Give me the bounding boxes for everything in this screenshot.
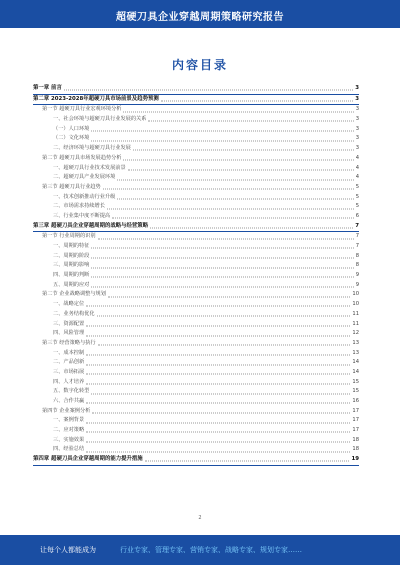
toc-entry[interactable] xyxy=(33,426,359,436)
toc-leader-dots xyxy=(112,218,354,219)
toc-entry[interactable] xyxy=(33,445,359,455)
toc-leader-dots xyxy=(86,364,350,365)
toc-entry-page: 4 xyxy=(355,154,359,161)
toc-entry-title: 三、实施效果 xyxy=(53,436,85,443)
toc-entry-title: 第一章 前言 xyxy=(33,85,62,91)
toc-leader-dots xyxy=(117,198,353,199)
toc-entry[interactable] xyxy=(33,202,359,212)
toc-entry-page: 17 xyxy=(352,427,359,434)
toc-entry-title: 一、战略定位 xyxy=(53,301,85,308)
toc-entry[interactable] xyxy=(33,95,359,106)
toc-leader-dots xyxy=(64,90,353,91)
toc-entry-title: 第一节 行业周期的识别 xyxy=(42,233,96,240)
toc-leader-dots xyxy=(133,150,354,151)
toc-entry-page: 14 xyxy=(352,368,359,375)
toc-entry-title: 四、风险管理 xyxy=(53,330,85,337)
toc-entry-title: 第三章 超硬刀具企业穿越周期的战略与经营策略 xyxy=(33,222,149,229)
toc-entry-page: 12 xyxy=(352,330,359,337)
toc-entry[interactable] xyxy=(33,212,359,222)
toc-leader-dots xyxy=(150,227,353,228)
toc-entry-title: 第一节 超硬刀具行业宏观环境分析 xyxy=(42,106,122,113)
toc-entry[interactable] xyxy=(33,271,359,281)
toc-entry-title: 五、数字化转型 xyxy=(53,388,90,395)
toc-entry[interactable] xyxy=(33,397,359,407)
toc-leader-dots xyxy=(86,335,350,336)
toc-entry[interactable] xyxy=(33,407,359,417)
toc-entry[interactable] xyxy=(33,349,359,359)
toc-entry-page: 18 xyxy=(352,436,359,443)
toc-entry-title: 一、周期的特征 xyxy=(53,243,90,249)
toc-entry-page: 15 xyxy=(352,378,359,385)
toc-leader-dots xyxy=(107,208,354,209)
toc-leader-dots xyxy=(86,383,350,384)
toc-entry[interactable] xyxy=(33,436,359,446)
toc-entry-title: 二、产品创新 xyxy=(53,359,85,366)
toc-entry-title: 五、周期的应对 xyxy=(53,281,90,288)
toc-leader-dots xyxy=(98,345,351,346)
toc-entry-title: （一）人口环境 xyxy=(53,125,90,132)
toc-entry-title: 四、周期的判断 xyxy=(53,272,90,279)
toc-entry[interactable] xyxy=(33,164,359,174)
toc-heading: 内容目录 xyxy=(171,58,228,72)
toc-entry[interactable] xyxy=(33,222,359,233)
toc-entry-title: 二、经济环境与超硬刀具行业发展 xyxy=(53,145,131,152)
toc-entry-title: 二、业务结构优化 xyxy=(53,310,95,317)
toc-entry[interactable] xyxy=(33,290,359,300)
toc-leader-dots xyxy=(86,451,350,452)
toc-entry[interactable] xyxy=(33,252,359,262)
toc-entry[interactable] xyxy=(33,173,359,183)
toc-entry-title: 一、技术创新推动行业升级 xyxy=(53,193,116,200)
toc-leader-dots xyxy=(92,413,350,414)
toc-entry[interactable] xyxy=(33,368,359,378)
toc-entry[interactable] xyxy=(33,329,359,339)
toc-entry-page: 3 xyxy=(355,85,359,91)
toc-entry-page: 10 xyxy=(352,291,359,298)
footer-roles: 行业专家、管理专家、营销专家、战略专家、规划专家…… xyxy=(120,546,302,554)
toc-entry-title: 一、社会环境与超硬刀具行业发展的关系 xyxy=(53,116,147,123)
footer-slogan: 让每个人都能成为 xyxy=(40,546,96,554)
toc-entry-title: 第四节 企业案例分析 xyxy=(42,407,91,414)
toc-entry-title: 六、合作共赢 xyxy=(53,398,85,404)
toc-entry-title: 一、超硬刀具行业技术发展前景 xyxy=(53,164,126,171)
toc-entry[interactable] xyxy=(33,455,359,466)
toc-entry-title: 四、人才培养 xyxy=(53,378,85,385)
toc-entry-title: 二、超硬刀具产业发展环境 xyxy=(53,174,116,181)
toc-entry[interactable] xyxy=(33,387,359,397)
toc-leader-dots xyxy=(145,461,350,462)
toc-entry-title: 三、周期的影响 xyxy=(53,262,90,269)
toc-entry-title: 三、行业集中度不断提高 xyxy=(53,212,111,219)
toc-leader-dots xyxy=(91,267,353,268)
toc-entry-page: 3 xyxy=(355,125,359,132)
toc-entry[interactable] xyxy=(33,193,359,203)
toc-entry[interactable] xyxy=(33,134,359,144)
toc-leader-dots xyxy=(91,258,353,259)
toc-leader-dots xyxy=(86,354,350,355)
toc-entry-title: 三、资源配置 xyxy=(53,320,85,327)
toc-entry-page: 3 xyxy=(355,145,359,152)
toc-leader-dots xyxy=(86,403,350,404)
toc-leader-dots xyxy=(91,131,353,132)
toc-entry-page: 8 xyxy=(355,262,359,269)
toc-entry-page: 7 xyxy=(355,233,359,240)
toc-entry-title: 一、案例背景 xyxy=(53,417,85,424)
toc-entry-title: 第二章 2023-2028年超硬刀具市场前景及趋势预测 xyxy=(33,95,159,102)
toc-leader-dots xyxy=(128,169,354,170)
toc-leader-dots xyxy=(86,432,350,433)
toc-entry-page: 4 xyxy=(355,174,359,181)
toc-entry-title: 二、市场需求持续增长 xyxy=(53,203,105,210)
toc-entry-page: 5 xyxy=(355,193,359,200)
toc-entry[interactable] xyxy=(33,105,359,115)
toc-leader-dots xyxy=(86,325,350,326)
toc-leader-dots xyxy=(161,101,353,102)
toc-entry-title: 第二节 超硬刀具市场发展趋势分析 xyxy=(42,154,122,161)
toc-entry-page: 10 xyxy=(352,301,359,308)
toc-entry[interactable] xyxy=(33,154,359,164)
toc-entry-title: 二、周期的阶段 xyxy=(53,252,90,259)
toc-leader-dots xyxy=(86,374,350,375)
toc-entry-page: 3 xyxy=(355,95,359,102)
toc-entry-page: 13 xyxy=(352,349,359,356)
toc-entry-page: 7 xyxy=(355,243,359,249)
toc-entry-page: 19 xyxy=(351,456,359,463)
toc-leader-dots xyxy=(86,306,350,307)
footer-bar xyxy=(0,535,400,565)
toc-entry-page: 8 xyxy=(355,252,359,259)
toc-leader-dots xyxy=(108,296,350,297)
toc-entry[interactable] xyxy=(33,300,359,310)
toc-entry-page: 9 xyxy=(355,272,359,279)
report-header-bar xyxy=(0,0,400,28)
toc-leader-dots xyxy=(103,189,354,190)
report-title: 超硬刀具企业穿越周期策略研究报告 xyxy=(116,12,284,23)
toc-entry-page: 4 xyxy=(355,164,359,171)
toc-entry-page: 3 xyxy=(355,106,359,113)
toc-leader-dots xyxy=(123,160,353,161)
toc-entry[interactable] xyxy=(33,261,359,271)
toc-entry-page: 14 xyxy=(352,359,359,366)
toc-leader-dots xyxy=(148,121,353,122)
toc-entry[interactable] xyxy=(33,183,359,193)
toc-leader-dots xyxy=(91,248,353,249)
toc-entry[interactable] xyxy=(33,339,359,349)
toc-entry-title: 第二节 企业战略调整与规划 xyxy=(42,291,106,298)
toc-entry-page: 7 xyxy=(355,222,359,229)
toc-leader-dots xyxy=(91,140,353,141)
toc-entry-page: 15 xyxy=(352,388,359,395)
toc-entry[interactable] xyxy=(33,144,359,154)
toc-entry-page: 9 xyxy=(355,281,359,288)
toc-entry[interactable] xyxy=(33,416,359,426)
toc-entry[interactable] xyxy=(33,310,359,320)
toc-entry-page: 17 xyxy=(352,417,359,424)
toc-entry-page: 18 xyxy=(352,446,359,453)
toc-leader-dots xyxy=(86,422,350,423)
toc-entry[interactable] xyxy=(33,125,359,135)
toc-entry-title: 四、经验总结 xyxy=(53,446,85,453)
toc-entry-page: 3 xyxy=(355,116,359,123)
toc-entry-page: 6 xyxy=(355,212,359,219)
page-number: 2 xyxy=(198,515,202,521)
toc-entry[interactable] xyxy=(33,358,359,368)
toc-entry[interactable] xyxy=(33,378,359,388)
toc-leader-dots xyxy=(98,238,354,239)
toc-entry-page: 5 xyxy=(355,203,359,210)
toc-entry[interactable] xyxy=(33,242,359,252)
toc-leader-dots xyxy=(91,287,353,288)
toc-entry[interactable] xyxy=(33,84,359,95)
toc-entry-page: 17 xyxy=(352,407,359,414)
toc-entry-title: 三、市场拓展 xyxy=(53,368,85,375)
toc-entry-page: 13 xyxy=(352,339,359,346)
toc-leader-dots xyxy=(91,277,353,278)
toc-leader-dots xyxy=(91,393,350,394)
toc-entry[interactable] xyxy=(33,232,359,242)
toc-entry-title: 一、成本控制 xyxy=(53,349,85,356)
toc-entry-title: 第四章 超硬刀具企业穿越周期的能力提升措施 xyxy=(33,456,143,463)
toc-entry-title: 第三节 经营策略与执行 xyxy=(42,339,96,346)
toc-entry[interactable] xyxy=(33,320,359,330)
toc-leader-dots xyxy=(86,442,350,443)
toc-leader-dots xyxy=(123,111,353,112)
toc-entry-title: 第三节 超硬刀具行业趋势 xyxy=(42,183,101,190)
toc-entry-title: 二、应对策略 xyxy=(53,427,85,434)
toc-entry[interactable] xyxy=(33,281,359,291)
toc-entry-page: 3 xyxy=(355,135,359,142)
toc-entry-page: 11 xyxy=(352,310,359,317)
toc-entry-page: 16 xyxy=(352,398,359,404)
toc-leader-dots xyxy=(97,316,351,317)
toc-leader-dots xyxy=(117,179,353,180)
toc-entry-title: （二）文化环境 xyxy=(53,135,90,142)
toc-entry-page: 11 xyxy=(352,320,359,327)
toc-entry-page: 5 xyxy=(355,183,359,190)
table-of-contents xyxy=(33,84,359,466)
toc-entry[interactable] xyxy=(33,115,359,125)
